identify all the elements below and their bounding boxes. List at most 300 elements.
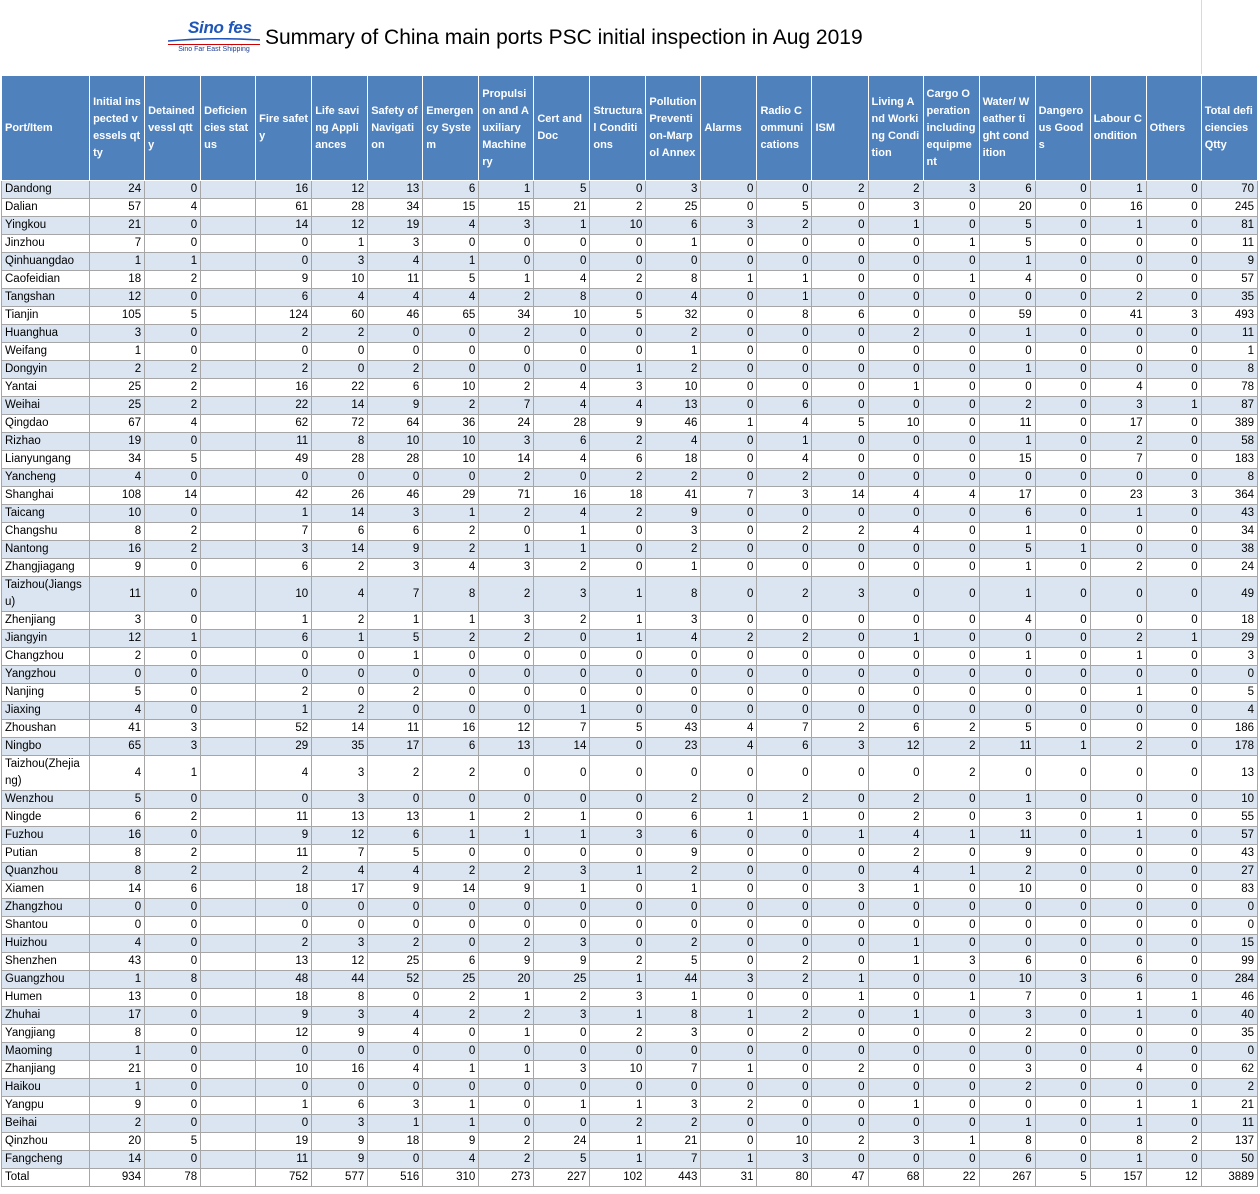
value-cell: 2 [256,325,312,343]
value-cell: 0 [923,451,979,469]
value-cell: 0 [1146,702,1201,720]
value-cell: 0 [646,917,701,935]
value-cell: 2 [701,1097,757,1115]
value-cell: 0 [145,1115,201,1133]
value-cell: 0 [1146,361,1201,379]
value-cell: 0 [868,1151,923,1169]
value-cell: 0 [701,379,757,397]
value-cell: 1 [90,971,145,989]
value-cell: 0 [757,648,812,666]
value-cell: 0 [145,612,201,630]
value-cell: 7 [312,845,368,863]
table-row [2,541,1258,559]
value-cell: 70 [1201,181,1257,199]
port-cell: Shenzhen [2,953,90,971]
table-row [2,917,1258,935]
value-cell [201,1097,256,1115]
value-cell: 8 [757,307,812,325]
value-cell: 9 [312,1151,368,1169]
value-cell: 0 [145,325,201,343]
value-cell: 6 [423,181,479,199]
table-row [2,791,1258,809]
value-cell: 0 [423,666,479,684]
value-cell: 13 [90,989,145,1007]
value-cell: 60 [312,307,368,325]
value-cell: 1 [590,1097,646,1115]
table-row [2,1151,1258,1169]
value-cell: 2 [90,648,145,666]
value-cell: 2 [479,1151,534,1169]
value-cell: 4 [923,487,979,505]
value-cell: 2 [590,199,646,217]
value-cell: 0 [923,361,979,379]
value-cell: 0 [757,756,812,791]
value-cell: 4 [868,523,923,541]
value-cell: 13 [1201,756,1257,791]
value-cell: 9 [368,397,423,415]
value-cell: 0 [701,559,757,577]
value-cell: 0 [1146,971,1201,989]
value-cell: 18 [90,271,145,289]
value-cell: 6 [590,451,646,469]
value-cell: 0 [590,791,646,809]
value-cell: 12 [90,289,145,307]
value-cell: 1 [701,1151,757,1169]
value-cell: 1 [1090,827,1146,845]
value-cell: 9 [1201,253,1257,271]
table-row [2,881,1258,899]
value-cell: 0 [145,989,201,1007]
value-cell: 0 [757,325,812,343]
value-cell: 18 [590,487,646,505]
value-cell: 0 [812,541,868,559]
value-cell: 87 [1201,397,1257,415]
value-cell: 5 [145,1133,201,1151]
value-cell: 0 [701,1133,757,1151]
value-cell [201,307,256,325]
value-cell: 1 [923,1133,979,1151]
value-cell: 0 [979,1097,1035,1115]
port-cell: Jiangyin [2,630,90,648]
value-cell: 0 [479,361,534,379]
value-cell: 0 [534,1043,590,1061]
value-cell: 0 [1201,917,1257,935]
value-cell: 6 [646,217,701,235]
value-cell [201,1133,256,1151]
value-cell: 1 [1090,217,1146,235]
value-cell: 2 [757,1025,812,1043]
port-cell: Wenzhou [2,791,90,809]
value-cell: 4 [534,505,590,523]
value-cell: 3 [479,217,534,235]
value-cell: 52 [256,720,312,738]
value-cell: 21 [90,1061,145,1079]
value-cell: 1 [1201,343,1257,361]
value-cell: 1 [368,1115,423,1133]
value-cell: 4 [423,217,479,235]
value-cell [201,487,256,505]
value-cell: 68 [868,1169,923,1187]
value-cell: 5 [534,1151,590,1169]
value-cell: 67 [90,415,145,433]
value-cell: 17 [90,1007,145,1025]
value-cell: 13 [312,809,368,827]
value-cell: 8 [90,845,145,863]
value-cell: 2 [812,1061,868,1079]
value-cell: 4 [423,289,479,307]
port-cell: Weihai [2,397,90,415]
value-cell: 0 [1146,935,1201,953]
value-cell: 3 [868,1133,923,1151]
value-cell: 11 [979,738,1035,756]
value-cell: 3 [312,791,368,809]
value-cell: 0 [145,433,201,451]
value-cell: 0 [979,289,1035,307]
value-cell: 8 [90,1025,145,1043]
value-cell: 17 [979,487,1035,505]
value-cell: 6 [145,881,201,899]
value-cell: 0 [534,1025,590,1043]
value-cell: 5 [90,684,145,702]
value-cell: 0 [534,343,590,361]
logo-swoosh-icon [168,38,260,42]
value-cell: 2 [479,325,534,343]
value-cell: 18 [646,451,701,469]
port-cell: Lianyungang [2,451,90,469]
value-cell: 3 [368,1097,423,1115]
value-cell: 0 [923,433,979,451]
value-cell: 752 [256,1169,312,1187]
value-cell: 0 [812,397,868,415]
value-cell: 0 [1146,666,1201,684]
value-cell: 227 [534,1169,590,1187]
value-cell: 14 [312,541,368,559]
value-cell: 5 [812,415,868,433]
value-cell: 0 [979,684,1035,702]
value-cell: 2 [646,791,701,809]
value-cell: 18 [256,881,312,899]
value-cell: 1 [701,415,757,433]
value-cell: 1 [368,612,423,630]
value-cell: 0 [479,1079,534,1097]
port-cell: Taizhou(Jiangsu) [2,577,90,612]
value-cell: 0 [812,899,868,917]
value-cell: 2 [757,791,812,809]
port-cell: Rizhao [2,433,90,451]
value-cell: 0 [923,415,979,433]
value-cell: 1 [923,863,979,881]
value-cell: 14 [423,881,479,899]
value-cell: 0 [590,1043,646,1061]
value-cell [201,1151,256,1169]
value-cell: 0 [1146,863,1201,881]
value-cell: 0 [534,756,590,791]
value-cell: 4 [701,738,757,756]
value-cell: 0 [256,1079,312,1097]
value-cell: 2 [256,863,312,881]
value-cell: 9 [312,1025,368,1043]
value-cell: 59 [979,307,1035,325]
value-cell: 1 [1090,1115,1146,1133]
value-cell: 2 [979,863,1035,881]
value-cell: 6 [423,953,479,971]
value-cell: 0 [812,684,868,702]
value-cell: 1 [534,827,590,845]
value-cell: 2 [701,630,757,648]
value-cell: 0 [1035,666,1090,684]
value-cell: 4 [868,827,923,845]
value-cell: 124 [256,307,312,325]
value-cell: 1 [590,361,646,379]
value-cell [201,863,256,881]
value-cell: 0 [590,343,646,361]
value-cell: 2 [646,541,701,559]
table-row [2,953,1258,971]
value-cell: 0 [1035,1025,1090,1043]
value-cell: 0 [1090,899,1146,917]
value-cell [201,612,256,630]
value-cell: 26 [312,487,368,505]
value-cell: 3 [812,881,868,899]
value-cell: 8 [312,989,368,1007]
value-cell: 1 [1090,809,1146,827]
value-cell: 3 [479,612,534,630]
value-cell: 1 [646,235,701,253]
value-cell: 25 [646,199,701,217]
value-cell: 0 [701,953,757,971]
value-cell: 0 [534,469,590,487]
value-cell: 0 [923,199,979,217]
value-cell: 2 [479,379,534,397]
value-cell: 6 [368,523,423,541]
value-cell: 0 [145,289,201,307]
port-cell: Maoming [2,1043,90,1061]
value-cell: 0 [757,702,812,720]
value-cell: 72 [312,415,368,433]
value-cell: 41 [90,720,145,738]
value-cell: 0 [868,684,923,702]
value-cell: 2 [590,505,646,523]
value-cell: 2 [590,1025,646,1043]
value-cell: 0 [812,756,868,791]
value-cell: 0 [590,523,646,541]
value-cell [201,1079,256,1097]
value-cell: 2 [256,935,312,953]
value-cell: 15 [1201,935,1257,953]
value-cell [201,505,256,523]
table-row [2,577,1258,612]
port-cell: Fuzhou [2,827,90,845]
port-cell: Huanghua [2,325,90,343]
value-cell: 10 [256,1061,312,1079]
port-cell: Zhanjiang [2,1061,90,1079]
value-cell: 0 [868,1025,923,1043]
value-cell: 0 [590,666,646,684]
value-cell: 0 [646,899,701,917]
value-cell: 3 [312,1115,368,1133]
value-cell: 8 [534,289,590,307]
value-cell: 3 [812,738,868,756]
value-cell: 3 [923,953,979,971]
value-cell: 17 [312,881,368,899]
table-row [2,379,1258,397]
value-cell: 0 [812,379,868,397]
value-cell: 0 [1090,720,1146,738]
value-cell: 0 [923,253,979,271]
value-cell: 1 [868,881,923,899]
value-cell: 0 [646,253,701,271]
value-cell: 11 [256,845,312,863]
value-cell: 0 [1090,541,1146,559]
value-cell: 9 [256,1007,312,1025]
value-cell: 0 [923,648,979,666]
value-cell: 13 [479,738,534,756]
value-cell: 0 [757,612,812,630]
value-cell: 5 [590,307,646,325]
value-cell: 0 [701,845,757,863]
column-header: Dangerous Goods [1035,76,1090,181]
value-cell: 0 [1035,1151,1090,1169]
value-cell: 2 [1090,630,1146,648]
value-cell: 21 [646,1133,701,1151]
value-cell: 0 [312,917,368,935]
value-cell: 2 [868,791,923,809]
value-cell: 105 [90,307,145,325]
value-cell: 7 [646,1061,701,1079]
value-cell: 0 [757,559,812,577]
value-cell: 1 [1146,989,1201,1007]
port-cell: Caofeidian [2,271,90,289]
value-cell: 6 [646,809,701,827]
value-cell: 3 [1090,397,1146,415]
value-cell: 0 [923,935,979,953]
value-cell: 11 [979,827,1035,845]
value-cell: 0 [923,899,979,917]
table-row [2,1115,1258,1133]
value-cell: 5 [368,630,423,648]
value-cell: 10 [590,1061,646,1079]
value-cell: 0 [812,361,868,379]
value-cell: 0 [423,791,479,809]
value-cell: 2 [479,863,534,881]
port-cell: Yangpu [2,1097,90,1115]
table-row [2,809,1258,827]
table-row [2,217,1258,235]
value-cell: 0 [701,1079,757,1097]
table-row [2,899,1258,917]
value-cell: 0 [757,253,812,271]
value-cell: 4 [757,415,812,433]
value-cell: 0 [1090,469,1146,487]
value-cell: 14 [90,881,145,899]
value-cell: 6 [979,505,1035,523]
value-cell: 0 [1035,1133,1090,1151]
value-cell: 2 [757,630,812,648]
value-cell: 0 [534,1079,590,1097]
value-cell: 7 [256,523,312,541]
value-cell: 1 [590,577,646,612]
table-row [2,935,1258,953]
value-cell: 0 [1090,702,1146,720]
value-cell: 11 [368,720,423,738]
value-cell: 24 [534,1133,590,1151]
value-cell: 1 [701,809,757,827]
value-cell: 1 [423,612,479,630]
value-cell [201,397,256,415]
port-cell: Quanzhou [2,863,90,881]
value-cell: 0 [1146,1061,1201,1079]
value-cell: 0 [368,666,423,684]
value-cell [201,720,256,738]
value-cell: 0 [145,1061,201,1079]
value-cell: 44 [646,971,701,989]
value-cell: 0 [701,863,757,881]
value-cell: 0 [701,881,757,899]
value-cell: 14 [90,1151,145,1169]
value-cell: 3 [646,523,701,541]
value-cell: 0 [1035,415,1090,433]
value-cell: 49 [1201,577,1257,612]
value-cell: 1 [479,271,534,289]
inspection-table [1,75,1258,1187]
value-cell: 4 [90,702,145,720]
value-cell: 4 [868,487,923,505]
value-cell: 0 [812,791,868,809]
value-cell: 5 [534,181,590,199]
table-row [2,827,1258,845]
table-row [2,433,1258,451]
port-cell: Qinhuangdao [2,253,90,271]
table-row [2,612,1258,630]
value-cell: 2 [145,271,201,289]
value-cell: 12 [256,1025,312,1043]
value-cell: 0 [812,1007,868,1025]
value-cell: 273 [479,1169,534,1187]
value-cell: 0 [1035,756,1090,791]
table-row [2,1079,1258,1097]
value-cell: 0 [1146,415,1201,433]
value-cell: 0 [145,469,201,487]
value-cell: 0 [701,235,757,253]
value-cell: 3889 [1201,1169,1257,1187]
value-cell: 3 [90,325,145,343]
value-cell: 1 [534,881,590,899]
value-cell [201,648,256,666]
column-header: ISM [812,76,868,181]
value-cell: 0 [923,845,979,863]
value-cell: 1 [479,827,534,845]
value-cell: 0 [701,577,757,612]
value-cell: 2 [145,523,201,541]
value-cell: 1 [1090,989,1146,1007]
port-cell: Dongyin [2,361,90,379]
value-cell: 0 [812,1025,868,1043]
value-cell: 2 [368,935,423,953]
value-cell: 0 [368,791,423,809]
value-cell: 0 [1035,1043,1090,1061]
value-cell: 13 [256,953,312,971]
value-cell: 3 [145,738,201,756]
value-cell: 3 [534,1061,590,1079]
table-row [2,845,1258,863]
value-cell: 15 [423,199,479,217]
value-cell: 7 [1090,451,1146,469]
value-cell: 0 [1090,612,1146,630]
value-cell: 0 [368,1151,423,1169]
value-cell: 2 [868,809,923,827]
value-cell: 1 [423,1115,479,1133]
value-cell: 0 [1146,289,1201,307]
